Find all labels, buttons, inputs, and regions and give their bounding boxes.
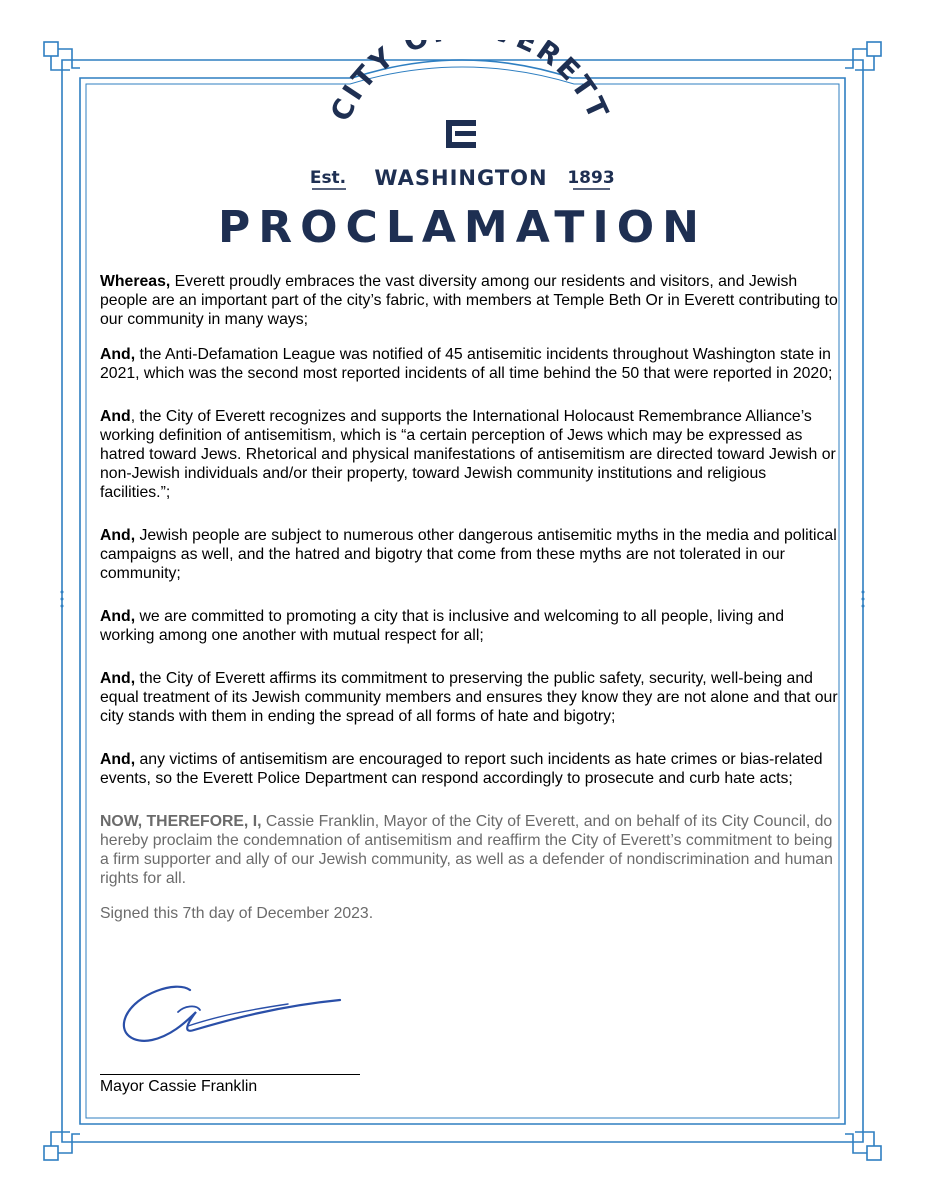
logo-est: Est. (309, 168, 347, 188)
everett-emblem-icon (446, 120, 476, 148)
paragraph-and-6: And, any victims of antisemitism are encouraged to report such incidents as hate crimes or bias-related events, so the Everett Police Department can respond accordingly to prosecute and curb hate acts; (100, 751, 823, 787)
svg-text:CITY OF EVERETT (324, 40, 616, 126)
logo-year: 1893 (567, 168, 615, 188)
paragraph-and-3: And, Jewish people are subject to numerous other dangerous antisemitic myths in the media and political campaigns as well, and the hatred and bigotry that come from these myths are not tolerated in our community; (100, 527, 837, 582)
paragraph-and-4: And, we are committed to promoting a city that is inclusive and welcoming to all people, living and working among one another with mutual respect for all; (100, 608, 784, 644)
logo-arc-text: CITY ERETT (323, 40, 617, 127)
signed-date: Signed this 7th day of December 2023. (100, 905, 374, 922)
logo-state: WASHINGTON (374, 166, 548, 190)
signature-image (118, 982, 348, 1052)
signature-name: Mayor Cassie Franklin (100, 1078, 258, 1095)
paragraph-and-1: And, the Anti-Defamation League was notified of 45 antisemitic incidents throughout Washington state in 2021, which was the second most reported incidents of all time behind the 50 that were reported in 2020; (100, 346, 833, 382)
city-logo (0, 40, 925, 200)
paragraph-resolution: NOW, THEREFORE, I, Cassie Franklin, Mayor of the City of Everett, and on behalf of its City Council, do hereby proclaim the condemnation of antisemitism and reaffirm the City of Everett’s commitment to being a firm supporter and ally of our Jewish community, as well as a defender of nondiscrimination and human rights for all. (100, 813, 833, 887)
proclamation-body (100, 272, 840, 939)
paragraph-whereas: Whereas, Everett proudly embraces the vast diversity among our residents and visitors, and Jewish people are an important part of the city’s fabric, with members at Temple Beth Or in Everett contributing to our community in many ways; (100, 273, 838, 328)
paragraph-and-5: And, the City of Everett affirms its commitment to preserving the public safety, security, well-being and equal treatment of its Jewish community members and ensures they know they are not alone and that our city stands with them in ending the spread of all forms of hate and bigotry; (100, 670, 838, 725)
paragraph-and-2: And, the City of Everett recognizes and supports the International Holocaust Remembrance Alliance’s working definition of antisemitism, which is “a certain perception of Jews which may be expressed as hatred toward Jews. Rhetorical and physical manifestations of antisemitism are directed toward Jewish or non-Jewish individuals and/or their property, toward Jewish community institutions and religious facilities.”; (100, 408, 836, 501)
page-title: PROCLAMATION (218, 202, 707, 253)
signature-line (100, 1074, 360, 1075)
